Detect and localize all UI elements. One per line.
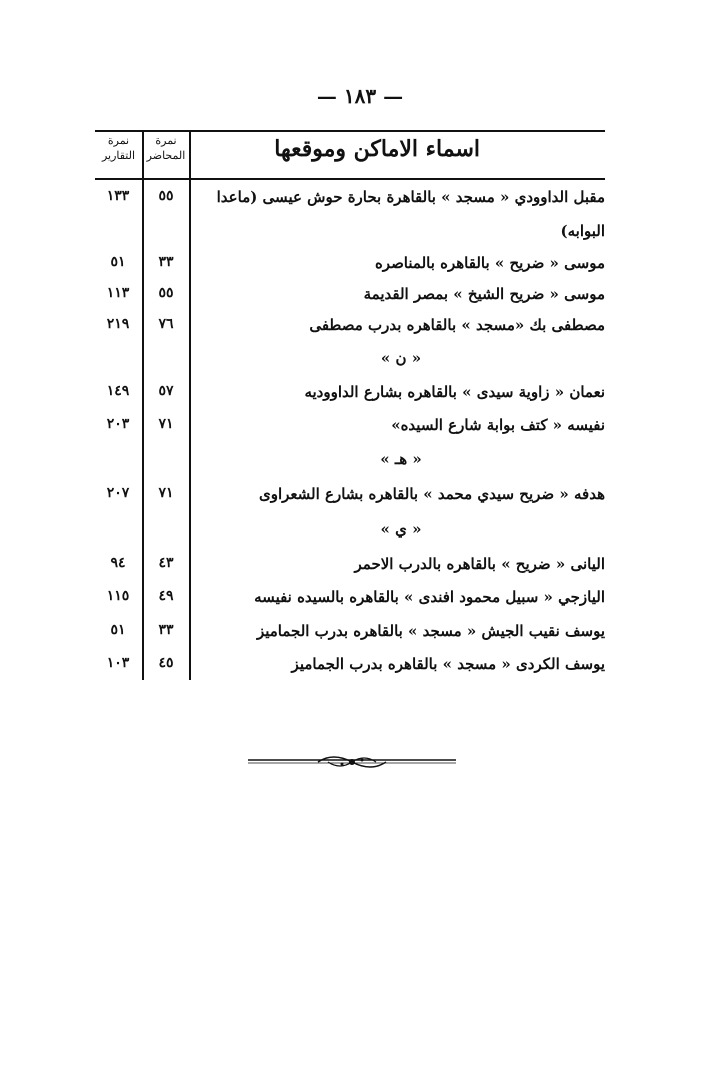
reports-number: ١٤٩ bbox=[106, 383, 130, 399]
table-row bbox=[95, 254, 605, 284]
place-name: اليازجي « سبيل محمود افندى » بالقاهره بالسيده نفيسه bbox=[254, 588, 605, 606]
minutes-number: ٧١ bbox=[158, 485, 174, 501]
place-name: البوابه) bbox=[560, 222, 605, 240]
place-name: مقبل الداوودي « مسجد » بالقاهرة بحارة حوش عيسى (ماعدا bbox=[216, 188, 605, 206]
table-row bbox=[95, 383, 605, 413]
place-name: هدفه « ضريح سيدي محمد » بالقاهره بشارع الشعراوى bbox=[259, 485, 605, 503]
header-title: اسماء الاماكن وموقعها bbox=[274, 136, 480, 162]
minutes-number: ٧١ bbox=[158, 416, 174, 432]
ornament-divider-icon bbox=[248, 750, 456, 780]
place-name: يوسف نقيب الجيش « مسجد » بالقاهره بدرب الجماميز bbox=[256, 622, 605, 640]
reports-number: ٢٠٣ bbox=[106, 416, 130, 432]
section-header-row bbox=[95, 520, 605, 550]
place-name: مصطفى بك «مسجد » بالقاهره بدرب مصطفى bbox=[309, 316, 605, 334]
minutes-number: ٧٦ bbox=[158, 316, 174, 332]
minutes-number: ٥٥ bbox=[158, 188, 174, 204]
reports-number: ٩٤ bbox=[110, 555, 126, 571]
table-row bbox=[95, 485, 605, 515]
header-col-reports: نمرة التقارير bbox=[101, 134, 136, 162]
reports-number: ٥١ bbox=[110, 622, 126, 638]
place-name: يوسف الكردى « مسجد » بالقاهره بدرب الجماميز bbox=[291, 655, 605, 673]
place-name: نعمان « زاوية سيدى » بالقاهره بشارع الداووديه bbox=[304, 383, 605, 401]
section-header-row bbox=[95, 450, 605, 480]
place-name: اليانى « ضريح » بالقاهره بالدرب الاحمر bbox=[354, 555, 605, 573]
reports-number: ١٠٣ bbox=[106, 655, 130, 671]
section-letter: « ي » bbox=[380, 520, 422, 538]
minutes-number: ٣٣ bbox=[158, 254, 174, 270]
table-row bbox=[95, 588, 605, 618]
place-name: نفيسه « كتف بوابة شارع السيده» bbox=[391, 416, 605, 434]
table-row bbox=[95, 555, 605, 585]
reports-number: ٢٠٧ bbox=[106, 485, 130, 501]
table-row bbox=[95, 316, 605, 346]
header-bottom-rule bbox=[95, 178, 605, 180]
reports-number: ١٣٣ bbox=[106, 188, 130, 204]
reports-number: ١١٣ bbox=[106, 285, 130, 301]
page-number: — ١٨٣ — bbox=[316, 84, 404, 108]
minutes-number: ٤٣ bbox=[158, 555, 174, 571]
minutes-number: ٥٧ bbox=[158, 383, 174, 399]
reports-number: ٢١٩ bbox=[106, 316, 130, 332]
table-row bbox=[95, 655, 605, 685]
minutes-number: ٥٥ bbox=[158, 285, 174, 301]
place-name: موسى « ضريح » بالقاهره بالمناصره bbox=[374, 254, 605, 272]
section-header-row bbox=[95, 349, 605, 379]
table-row bbox=[95, 222, 605, 252]
table-row bbox=[95, 622, 605, 652]
reports-number: ٥١ bbox=[110, 254, 126, 270]
table-row bbox=[95, 188, 605, 218]
section-letter: « هـ » bbox=[380, 450, 422, 468]
header-col-minutes: نمرة المحاضر bbox=[146, 134, 186, 162]
reports-number: ١١٥ bbox=[106, 588, 130, 604]
minutes-number: ٣٣ bbox=[158, 622, 174, 638]
minutes-number: ٤٩ bbox=[158, 588, 174, 604]
place-name: موسى « ضريح الشيخ » بمصر القديمة bbox=[363, 285, 605, 303]
table-row bbox=[95, 416, 605, 446]
section-letter: « ن » bbox=[380, 349, 422, 367]
header-top-rule bbox=[95, 130, 605, 132]
table-row bbox=[95, 285, 605, 315]
minutes-number: ٤٥ bbox=[158, 655, 174, 671]
